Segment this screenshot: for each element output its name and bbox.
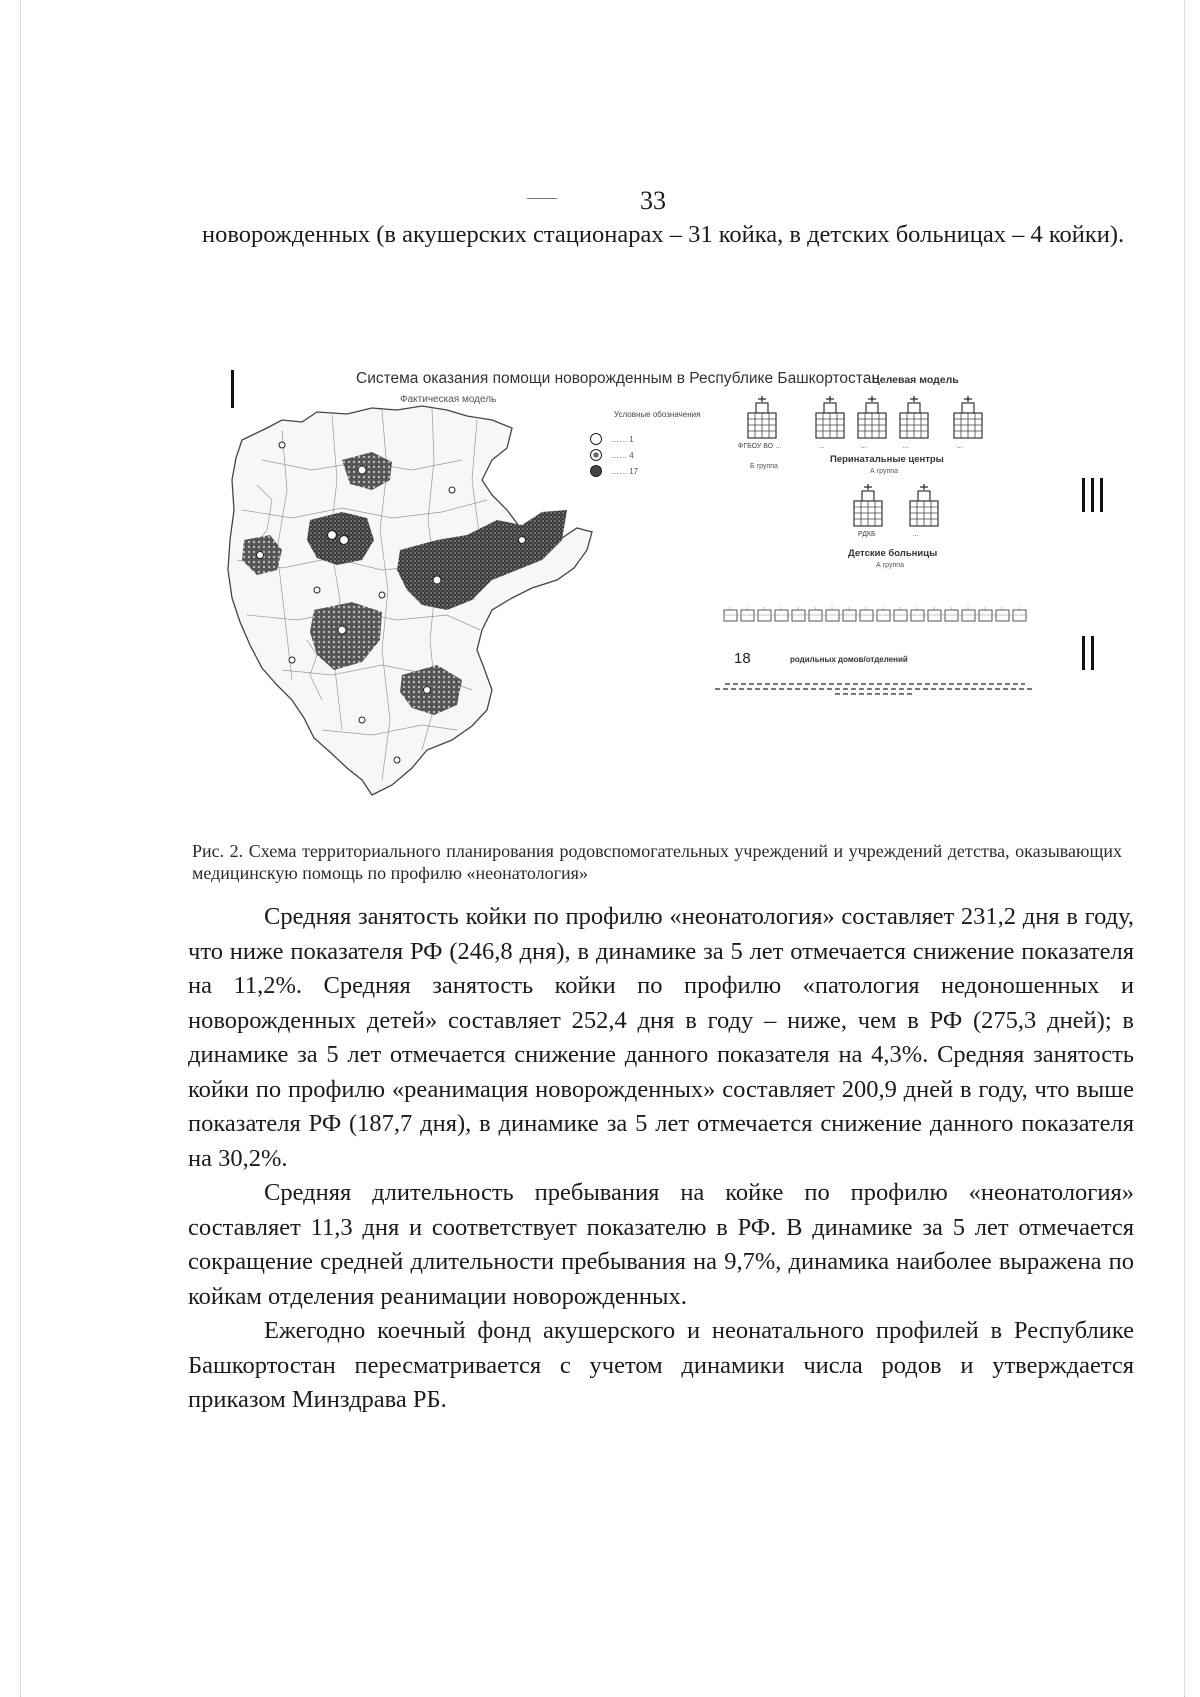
hospital-building-icon [852, 484, 884, 528]
maternity-list-illegible [710, 680, 1040, 698]
figure-caption [192, 840, 1122, 884]
children-building-label: … [912, 531, 919, 538]
children-caption: Детские больницы [848, 548, 938, 559]
figure-left-subtitle: Фактическая модель [400, 394, 497, 405]
legend-item [590, 432, 634, 446]
circle-dotted-icon [590, 449, 602, 461]
legend-title: Условные обозначения [614, 410, 701, 419]
children-building-label: РДКБ [858, 531, 876, 538]
maternity-icons-row [722, 605, 1032, 623]
circle-outline-icon [590, 433, 602, 445]
region-map [222, 400, 602, 820]
children-sub: А группа [876, 562, 904, 569]
top-paragraph: новорожденных (в акушерских стационарах – 31 койка, в детских больницах – 4 койки). [202, 221, 1125, 248]
level-three-mark [1082, 478, 1103, 512]
legend-item-text: …… 4 [611, 450, 634, 460]
hospital-building-icon [898, 396, 930, 440]
legend-item [590, 464, 638, 478]
hospital-building-icon [908, 484, 940, 528]
legend-item [590, 448, 634, 462]
hospital-building-icon [856, 396, 888, 440]
perinatal-caption: Перинатальные центры [830, 454, 944, 465]
perinatal-sub: А группа [870, 468, 898, 475]
perinatal-building-label: … [860, 443, 867, 450]
body-text [188, 900, 1134, 1418]
level-two-mark [1082, 636, 1094, 670]
target-model-title: Целевая модель [872, 374, 959, 386]
legend-item-text: …… 1 [611, 434, 634, 444]
caption-text: Рис. 2. Схема территориального планирования родовспомогательных учреждений и учреждений детства, оказывающих медицинскую помощь по профилю «неонатология» [192, 841, 1122, 883]
top-text [202, 218, 1148, 252]
hospital-building-icon [746, 396, 778, 440]
group-b-sub: Б группа [750, 463, 778, 470]
page-number: 33 [640, 186, 666, 215]
maternity-count: 18 [734, 650, 751, 667]
maternity-label: родильных домов/отделений [790, 655, 908, 664]
hospital-building-icon [952, 396, 984, 440]
perinatal-building-label: … [818, 443, 825, 450]
scan-artifact [1184, 0, 1185, 1697]
circle-filled-icon [590, 465, 602, 477]
dash-mark [527, 198, 557, 199]
perinatal-building-label: … [956, 443, 963, 450]
figure [222, 360, 1142, 830]
paragraph: Средняя длительность пребывания на койке по профилю «неонатология» составляет 11,3 дня и соответствует показателю в РФ. В динамике за 5 лет отмечается сокращение средней длительности пребывания на 9,7%, динамика наиболее выражена по койкам отделения реанимации новорожденных. [188, 1179, 1134, 1310]
paragraph: Средняя занятость койки по профилю «неонатология» составляет 231,2 дня в году, что ниже показателя РФ (246,8 дня), в динамике за 5 лет отмечается снижение показателя на 11,2%. Средняя занятость койки по профилю «патология недоношенных и новорожденных детей» составляет 252,4 дня в году – ниже, чем в РФ (275,3 дней); в динамике за 5 лет отмечается снижение данного показателя на 4,3%. Средняя занятость койки по профилю «реанимация новорожденных» составляет 200,9 дней в году, что выше показателя РФ (187,7 дня), в динамике за 5 лет отмечается снижение данного показателя на 30,2%. [188, 903, 1134, 1172]
hospital-building-icon [814, 396, 846, 440]
legend-item-text: …… 17 [611, 466, 639, 476]
perinatal-building-label: … [902, 443, 909, 450]
group-b-label: ФГБОУ ВО … [738, 443, 783, 450]
scan-artifact [20, 0, 21, 1697]
figure-title: Система оказания помощи новорожденным в Республике Башкортостан [356, 370, 880, 387]
paragraph: Ежегодно коечный фонд акушерского и неонатального профилей в Республике Башкортостан пересматривается с учетом динамики числа родов и утверждается приказом Минздрава РБ. [188, 1317, 1134, 1413]
